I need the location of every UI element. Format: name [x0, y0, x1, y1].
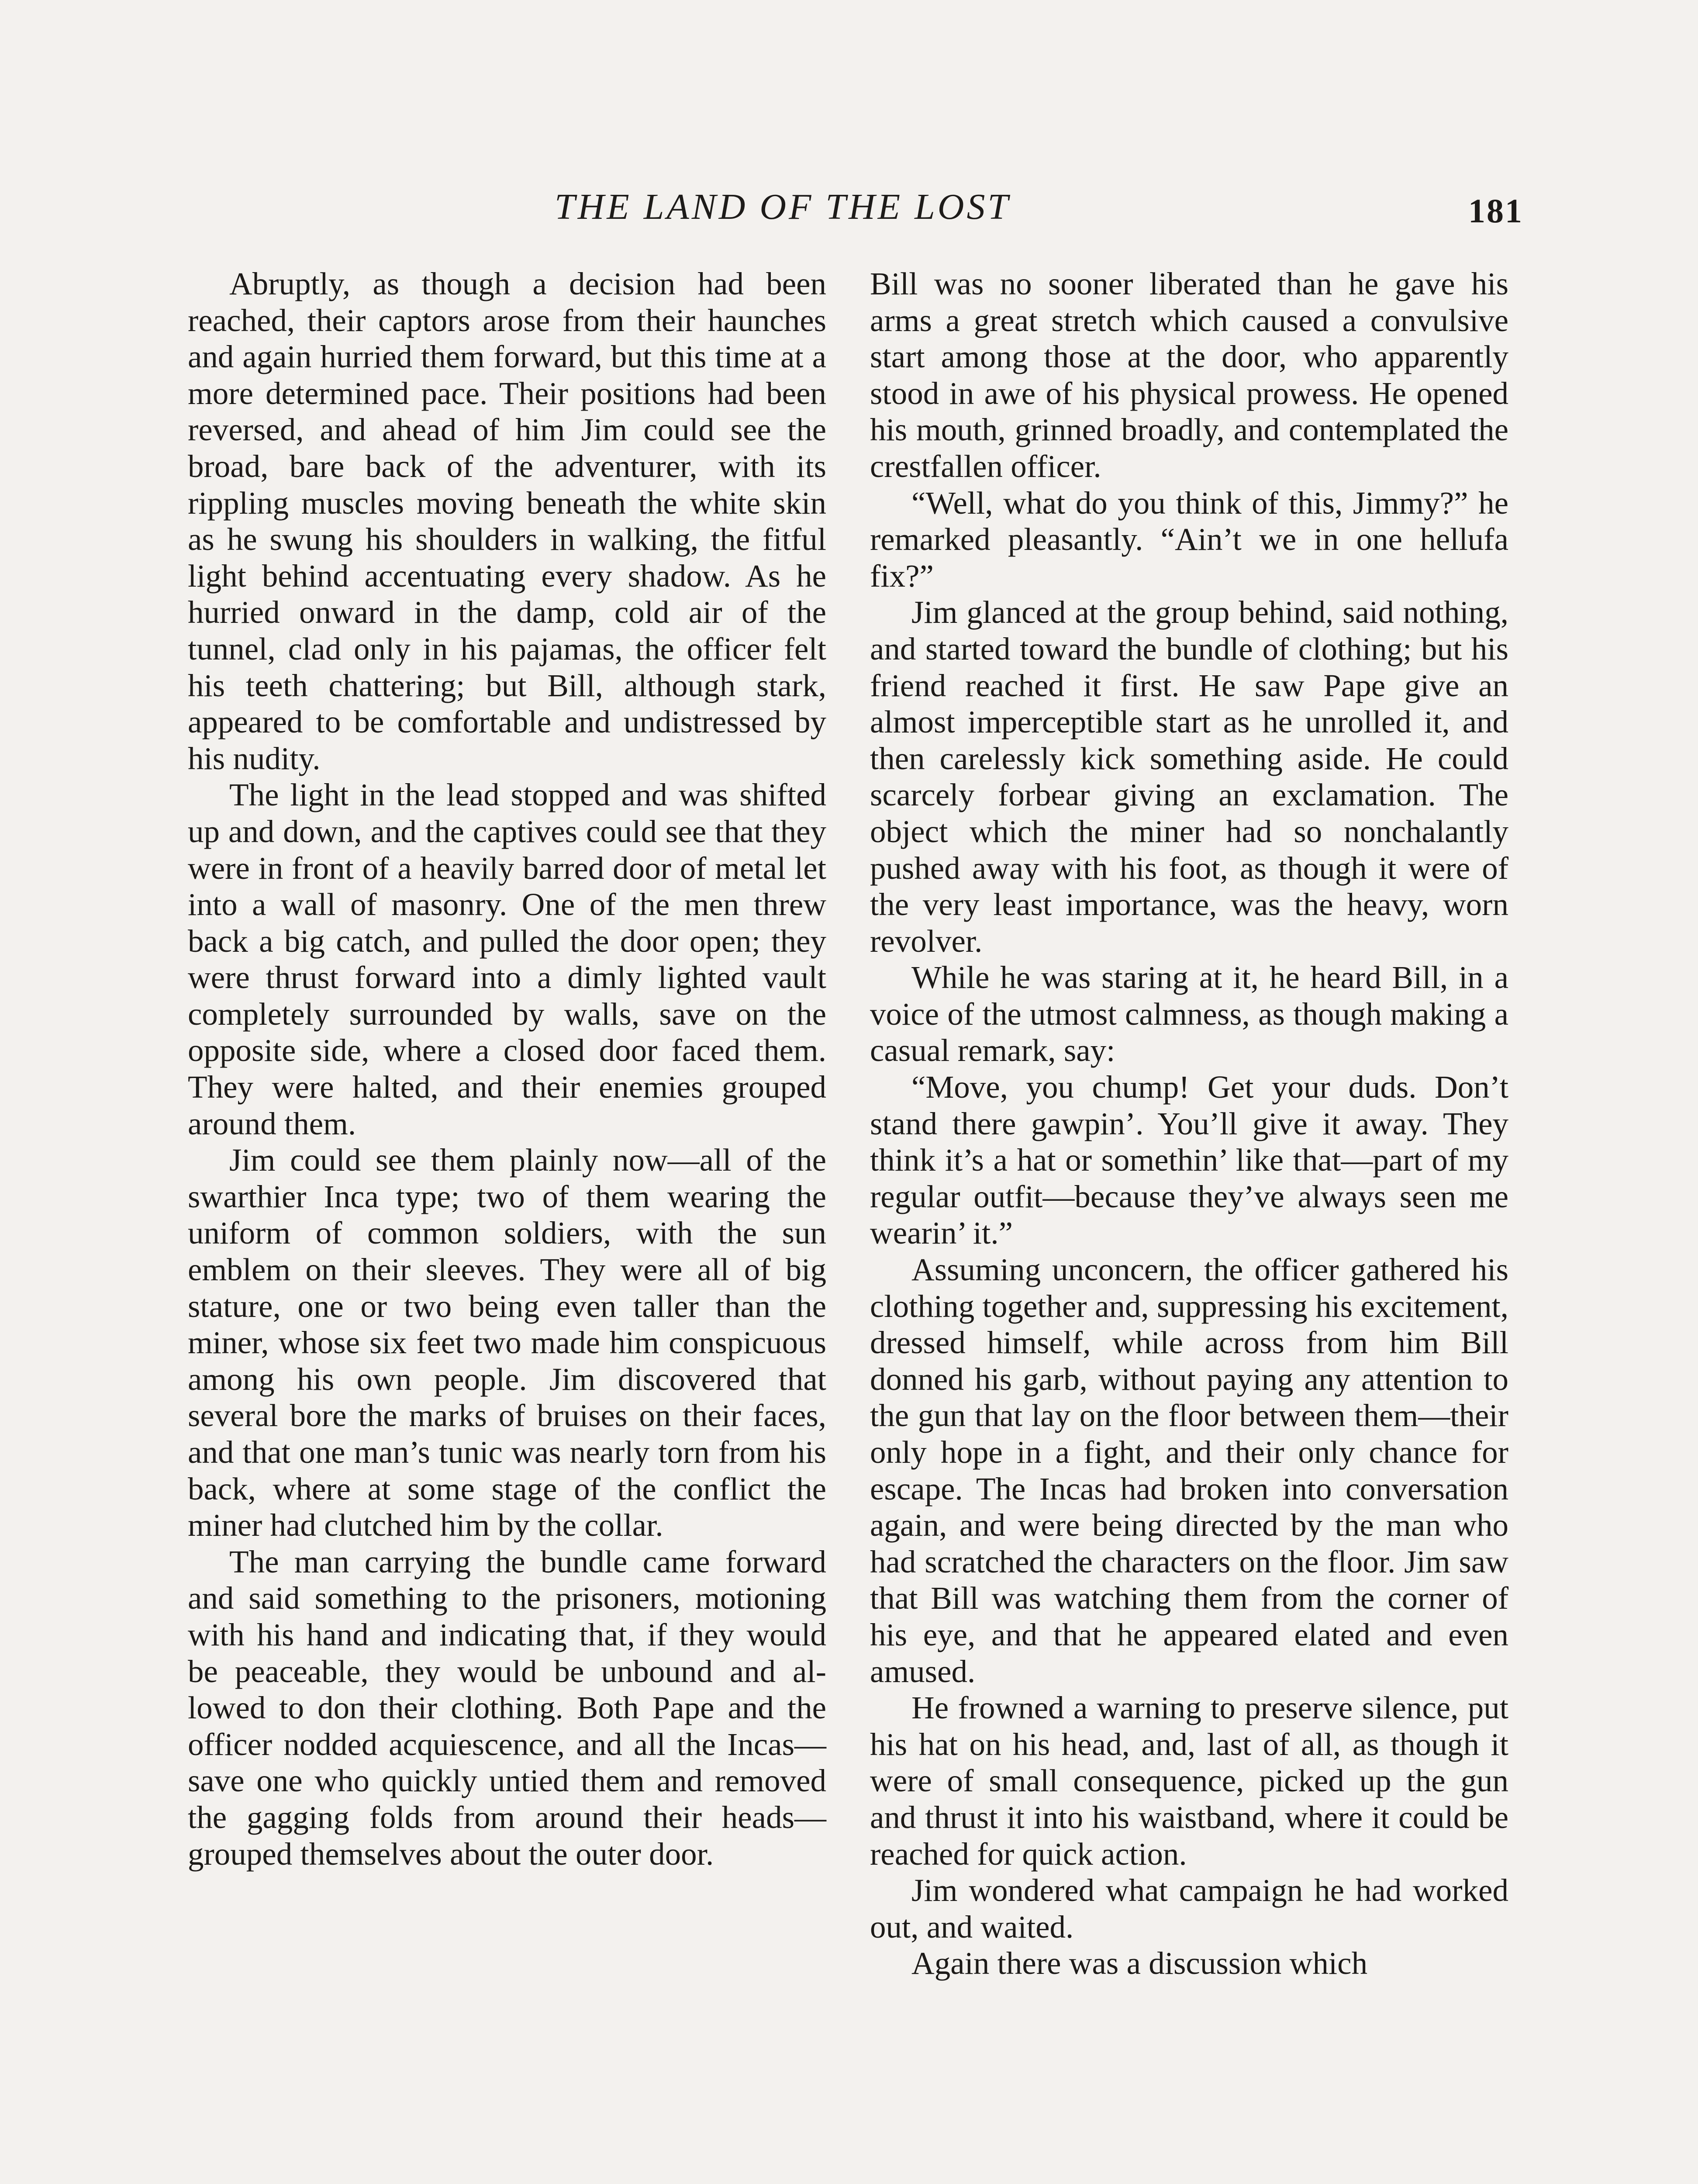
paragraph: While he was staring at it, he heard Bill, in a voice of the utmost calmness, as though making a casual remark, say:	[870, 960, 1508, 1068]
paragraph: Jim glanced at the group behind, said nothing, and started toward the bundle of clothing; but his friend reached it first. He saw Pape give an almost imperceptible start as he unrolled it, and then carelessly kick something aside. He could scarcely forbear giving an exclamation. The object which the miner had so nonchalantly pushed away with his foot, as though it were of the very least importance, was the heavy, worn revolver.	[870, 594, 1508, 959]
paragraph: Again there was a discussion which	[911, 1946, 1368, 1981]
paragraph-continued: Bill was no sooner liberated than he gave his arms a great stretch which caused a convulsive start among those at the door, who apparently stood in awe of his physical prowess. He opened his mouth, grinned broadly, and contemplated the crestfallen officer.	[870, 266, 1508, 484]
paragraph: “Move, you chump! Get your duds. Don’t stand there gawpin’. You’ll give it away. They think it’s a hat or somethin’ like that—part of my regular outfit—because they’ve always seen me wearin’ it.”	[870, 1069, 1508, 1251]
paragraph: The man carrying the bundle came forward and said something to the prisoners, motioning with his hand and indicating that, if they would be peaceable, they would be unbound and allowed to don their clothing. Both Pape and the officer nodded acquiescence, and all the Incas—save one who quickly untied them and removed the gagging folds from around their heads—grouped themselves about the outer door.	[188, 1544, 826, 1872]
running-title: THE LAND OF THE LOST	[555, 187, 1011, 227]
page-number: 181	[1468, 192, 1523, 230]
right-column	[870, 266, 1508, 1982]
paragraph: Jim could see them plainly now—all of the swarthier Inca type; two of them wearing the uniform of common soldiers, with the sun emblem on their sleeves. They were all of big stature, one or two being even taller than the miner, whose six feet two made him conspicuous among his own people. Jim discovered that several bore the marks of bruises on their faces, and that one man’s tunic was nearly torn from his back, where at some stage of the conflict the miner had clutched him by the collar.	[188, 1142, 826, 1543]
left-column	[188, 266, 826, 1872]
paragraph: “Well, what do you think of this, Jimmy?” he remarked pleasantly. “Ain’t we in one hellufa fix?”	[870, 485, 1508, 594]
paragraph: Jim wondered what campaign he had worked out, and waited.	[870, 1873, 1508, 1945]
paragraph: Assuming unconcern, the officer gathered his clothing together and, suppressing his excitement, dressed himself, while across from him Bill donned his garb, without paying any attention to the gun that lay on the floor between them—their only hope in a fight, and their only chance for escape. The Incas had broken into conversation again, and were being directed by the man who had scratched the characters on the floor. Jim saw that Bill was watching them from the corner of his eye, and that he appeared elated and even amused.	[870, 1252, 1508, 1689]
paragraph: He frowned a warning to preserve silence, put his hat on his head, and, last of all, as though it were of small consequence, picked up the gun and thrust it into his waistband, where it could be reached for quick action.	[870, 1690, 1508, 1872]
paragraph: The light in the lead stopped and was shifted up and down, and the captives could see that they were in front of a heavily barred door of metal let into a wall of masonry. One of the men threw back a big catch, and pulled the door open; they were thrust forward into a dimly lighted vault completely surrounded by walls, save on the opposite side, where a closed door faced them. They were halted, and their enemies grouped around them.	[188, 777, 826, 1141]
paragraph: Abruptly, as though a decision had been reached, their captors arose from their haunches and again hurried them forward, but this time at a more determined pace. Their positions had been reversed, and ahead of him Jim could see the broad, bare back of the adventurer, with its rippling muscles moving beneath the white skin as he swung his shoulders in walking, the fitful light behind accentuating every shadow. As he hurried onward in the damp, cold air of the tunnel, clad only in his pajamas, the officer felt his teeth chattering; but Bill, although stark, appeared to be comfortable and undistressed by his nudity.	[188, 266, 826, 776]
